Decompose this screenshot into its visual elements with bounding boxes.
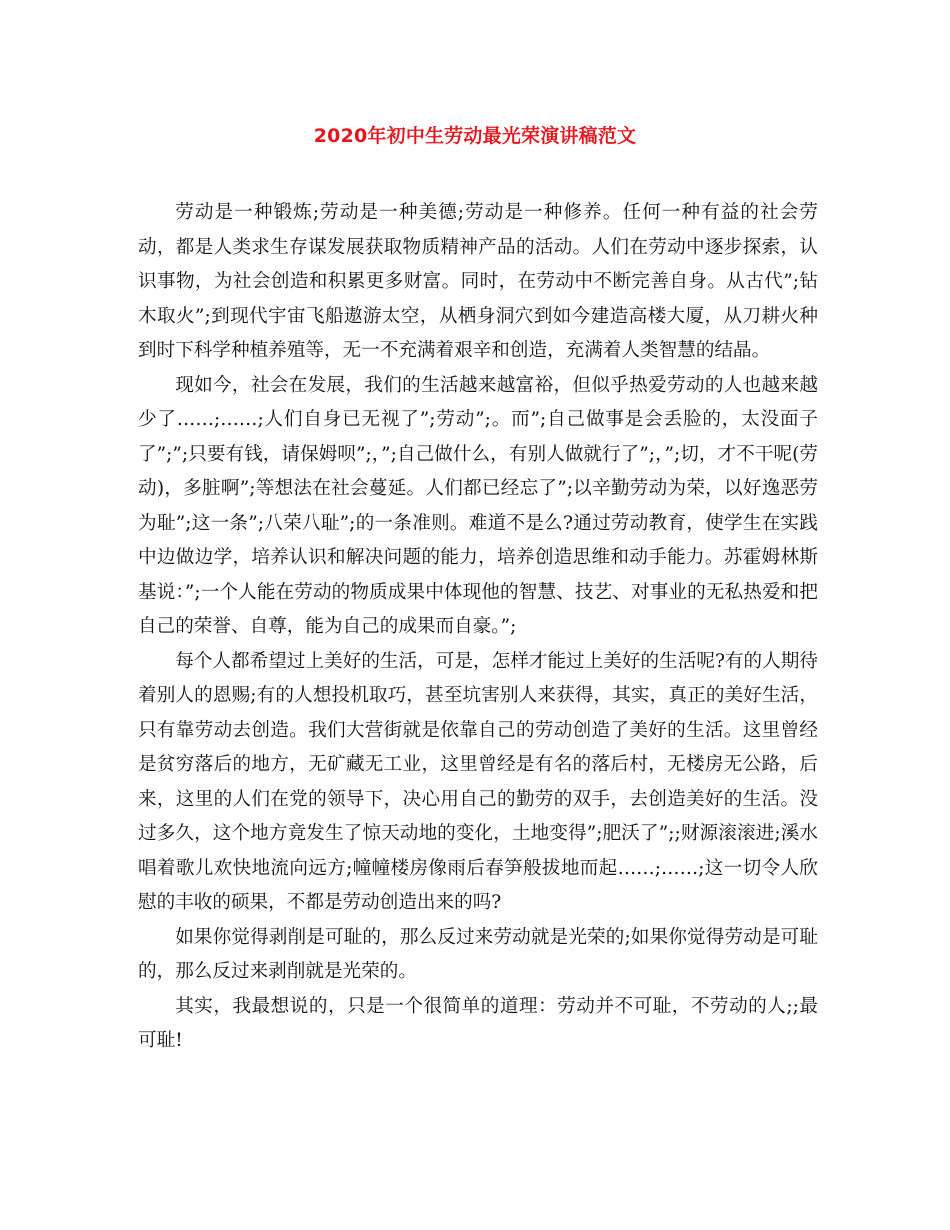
document-title: 2020年初中生劳动最光荣演讲稿范文 xyxy=(313,125,637,147)
paragraph-4: 如果你觉得剥削是可耻的，那么反过来劳动就是光荣的;如果你觉得劳动是可耻的，那么反过来剥削就是光荣的。 xyxy=(138,926,818,982)
paragraph-2: 现如今，社会在发展，我们的生活越来越富裕，但似乎热爱劳动的人也越来越少了……;……;人们自身已无视了”;劳动”;。而”;自己做事是会丢脸的，太没面子了”;”;只要有钱，请保姆呗”;，”;自己做什么，有别人做就行了”;，”;切，才不干呢(劳动)，多脏啊”;等想法在社会蔓延。人们都已经忘了”;以辛勤劳动为荣，以好逸恶劳为耻”;这一条”;八荣八耻”;的一条准则。难道不是么?通过劳动教育，使学生在实践中边做边学，培养认识和解决问题的能力，培养创造思维和动手能力。苏霍姆林斯基说：”;一个人能在劳动的物质成果中体现他的智慧、技艺、对事业的无私热爱和把自己的荣誉、自尊，能为自己的成果而自豪。”; xyxy=(138,374,818,637)
paragraph-5: 其实，我最想说的，只是一个很简单的道理：劳动并不可耻，不劳动的人;;最可耻! xyxy=(138,995,818,1051)
paragraph-1: 劳动是一种锻炼;劳动是一种美德;劳动是一种修养。任何一种有益的社会劳动，都是人类求生存谋发展获取物质精神产品的活动。人们在劳动中逐步探索，认识事物，为社会创造和积累更多财富。同时，在劳动中不断完善自身。从古代”;钻木取火”;到现代宇宙飞船遨游太空，从栖身洞穴到如今建造高楼大厦，从刀耕火种到时下科学种植养殖等，无一不充满着艰辛和创造，充满着人类智慧的结晶。 xyxy=(138,202,818,361)
document-body xyxy=(138,196,818,1059)
paragraph-3: 每个人都希望过上美好的生活，可是，怎样才能过上美好的生活呢?有的人期待着别人的恩赐;有的人想投机取巧，甚至坑害别人来获得，其实，真正的美好生活，只有靠劳动去创造。我们大营街就是依靠自己的劳动创造了美好的生活。这里曾经是贫穷落后的地方，无矿藏无工业，这里曾经是有名的落后村，无楼房无公路，后来，这里的人们在党的领导下，决心用自己的勤劳的双手，去创造美好的生活。没过多久，这个地方竟发生了惊天动地的变化，土地变得”;肥沃了”;;财源滚滚进;溪水唱着歌儿欢快地流向远方;幢幢楼房像雨后春笋般拔地而起……;……;这一切令人欣慰的丰收的硕果，不都是劳动创造出来的吗? xyxy=(138,650,818,913)
